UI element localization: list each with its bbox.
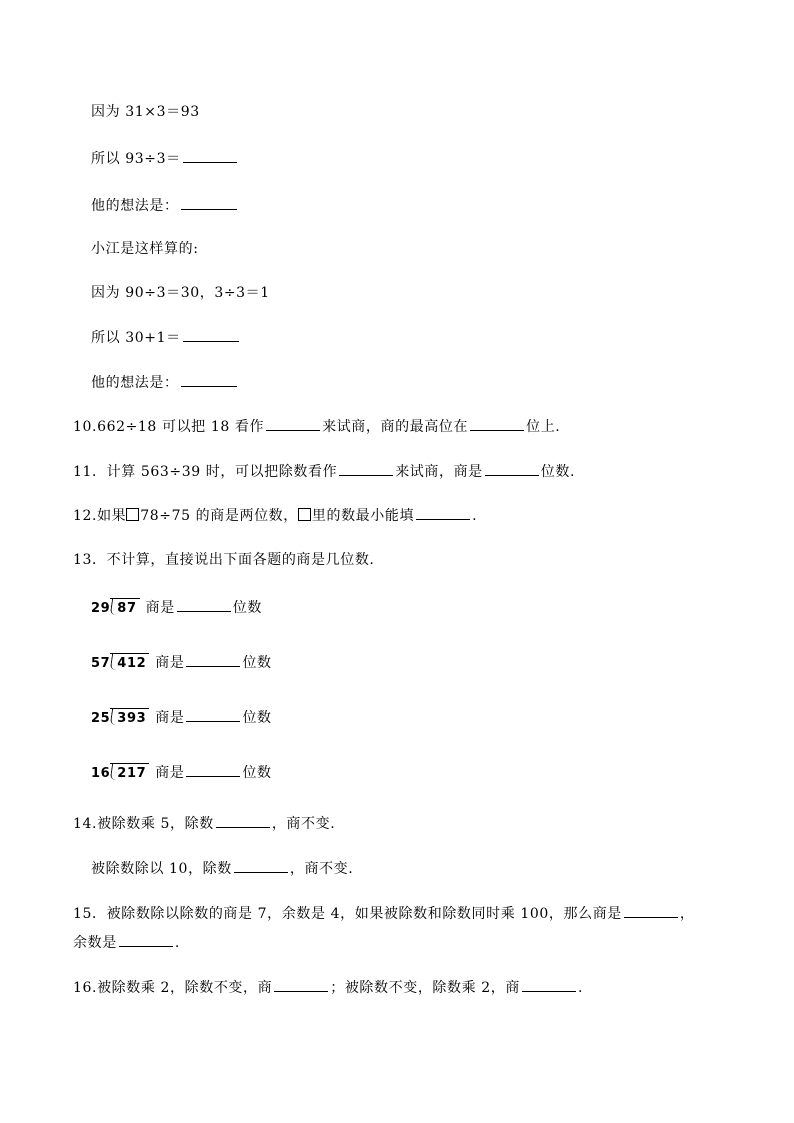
- q14-text-a1: 14.被除数乘 5，除数: [73, 816, 214, 832]
- q10-text-b: 来试商，商的最高位在: [322, 419, 469, 435]
- empty-box-icon: [126, 508, 139, 521]
- q14-text-b1: 被除数除以 10，除数: [91, 861, 232, 877]
- line-text: 因为 31×3＝93: [91, 104, 200, 120]
- divisor: 29: [91, 601, 111, 616]
- line-text: 小江是这样算的:: [91, 241, 199, 257]
- q16-text-a: 16.被除数乘 2，除数不变，商: [73, 980, 273, 996]
- answer-blank[interactable]: [181, 372, 237, 387]
- answer-blank[interactable]: [119, 932, 173, 947]
- long-division: [91, 653, 149, 674]
- quotient-is-label: 商是: [155, 655, 185, 671]
- question-16: [73, 977, 583, 998]
- question-12: [73, 505, 477, 526]
- q11-text-b: 来试商，商是: [395, 464, 483, 480]
- division-item-4: [91, 762, 272, 784]
- line-text: 他的想法是：: [91, 198, 179, 214]
- quotient-is-label: 商是: [155, 710, 185, 726]
- line-xiaojiang: [91, 239, 199, 259]
- long-division: [91, 708, 149, 729]
- answer-blank[interactable]: [177, 597, 231, 612]
- question-10: [73, 416, 560, 437]
- q14-text-a2: ，商不变.: [271, 816, 336, 832]
- quotient-is-label: 商是: [155, 765, 185, 781]
- answer-blank[interactable]: [186, 762, 240, 777]
- q13-title: 13．不计算，直接说出下面各题的商是几位数.: [73, 552, 375, 568]
- division-item-3: [91, 707, 272, 729]
- answer-blank[interactable]: [485, 461, 539, 476]
- answer-blank[interactable]: [186, 652, 240, 667]
- q15-text-c: 余数是: [73, 935, 117, 951]
- dividend: 393: [110, 708, 149, 729]
- q16-text-b: ；被除数不变，除数乘 2，商: [330, 980, 520, 996]
- division-item-2: [91, 652, 272, 674]
- question-14: [73, 813, 335, 834]
- q12-text-c: 里的数最小能填: [311, 508, 415, 524]
- answer-blank[interactable]: [416, 505, 470, 520]
- q15-text-b: ，: [679, 906, 695, 922]
- line-so-93div3: [91, 148, 239, 169]
- answer-blank[interactable]: [186, 707, 240, 722]
- answer-blank[interactable]: [274, 977, 328, 992]
- line-because-90div3: [91, 283, 270, 303]
- answer-blank[interactable]: [522, 977, 576, 992]
- q12-text-a: 12.如果: [73, 508, 127, 524]
- q12-text-d: .: [472, 508, 478, 524]
- division-item-1: [91, 597, 262, 619]
- answer-blank[interactable]: [470, 416, 524, 431]
- line-text: 因为 90÷3＝30，3÷3＝1: [91, 285, 270, 301]
- line-his-idea-2: [91, 372, 239, 393]
- q12-text-b: 78÷75 的商是两位数，: [140, 508, 298, 524]
- line-text: 所以 93÷3＝: [91, 151, 181, 167]
- line-his-idea-1: [91, 195, 239, 216]
- divisor: 25: [91, 711, 111, 726]
- answer-blank[interactable]: [624, 903, 678, 918]
- line-because-31x3: [91, 102, 200, 122]
- answer-blank[interactable]: [266, 416, 320, 431]
- question-13-title: [73, 550, 374, 570]
- dividend: 87: [110, 598, 139, 619]
- question-15-part-2: [73, 932, 180, 953]
- q16-text-c: .: [578, 980, 584, 996]
- long-division: [91, 598, 140, 619]
- quotient-is-label: 商是: [145, 600, 175, 616]
- answer-blank[interactable]: [181, 195, 237, 210]
- question-11: [73, 461, 575, 482]
- digits-label: 位数: [232, 600, 262, 616]
- q15-text-a: 15．被除数除以除数的商是 7，余数是 4，如果被除数和除数同时乘 100，那么商是: [73, 906, 622, 922]
- line-so-30plus1: [91, 327, 241, 348]
- line-text: 所以 30+1＝: [91, 330, 181, 346]
- digits-label: 位数: [242, 710, 272, 726]
- q15-text-d: .: [174, 935, 180, 951]
- q11-text-a: 11．计算 563÷39 时，可以把除数看作: [73, 464, 338, 480]
- answer-blank[interactable]: [183, 327, 239, 342]
- empty-box-icon: [298, 508, 311, 521]
- answer-blank[interactable]: [234, 858, 288, 873]
- answer-blank[interactable]: [339, 461, 393, 476]
- dividend: 412: [110, 653, 149, 674]
- line-text: 他的想法是：: [91, 375, 179, 391]
- divisor: 16: [91, 766, 111, 781]
- divisor: 57: [91, 656, 111, 671]
- q11-text-c: 位数.: [540, 464, 576, 480]
- answer-blank[interactable]: [216, 813, 270, 828]
- q10-text-a: 10.662÷18 可以把 18 看作: [73, 419, 265, 435]
- answer-blank[interactable]: [183, 148, 237, 163]
- long-division: [91, 763, 149, 784]
- question-14-part-2: [91, 858, 353, 879]
- dividend: 217: [110, 763, 149, 784]
- q10-text-c: 位上.: [526, 419, 561, 435]
- question-15: [73, 903, 695, 924]
- digits-label: 位数: [242, 765, 272, 781]
- digits-label: 位数: [242, 655, 272, 671]
- q14-text-b2: ，商不变.: [289, 861, 354, 877]
